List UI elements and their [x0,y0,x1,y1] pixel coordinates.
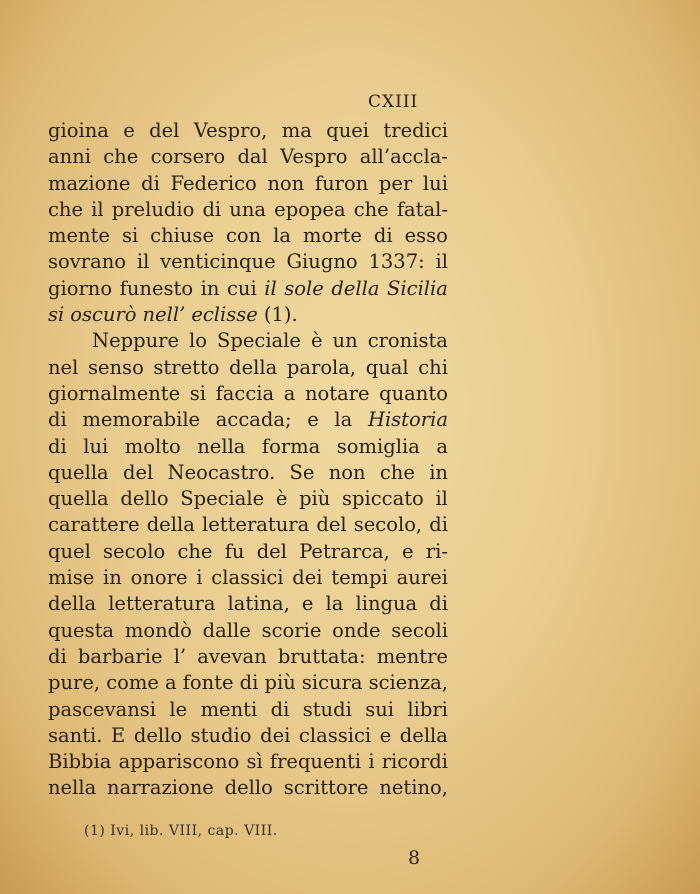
word: tredici [383,119,448,142]
word: somiglia [336,434,420,458]
text-line [48,486,448,512]
word: la [325,592,344,616]
word: mente [48,224,110,248]
word: qual [365,355,409,379]
word: si [48,303,65,327]
word: Vespro, [193,119,268,142]
word: spiccato [342,487,424,511]
word: lui [422,171,448,195]
word: che [48,197,84,221]
text-line [48,171,448,197]
word: nella [48,776,97,800]
word: di [141,171,160,195]
text-line [48,512,448,538]
page-number: 8 [408,847,421,869]
word: dello [133,723,183,747]
word: libri [407,697,448,721]
word: della [331,276,380,300]
word: fu [224,539,245,563]
text-line [48,249,448,275]
word: in [429,460,448,484]
word: che [177,539,213,563]
word: E [111,723,126,747]
text-line [48,276,448,302]
word: del [122,460,154,484]
word: sole [284,276,324,300]
word: non [328,460,366,484]
word: ri- [425,539,448,563]
word: quei [326,119,370,142]
word: Neppure [92,329,179,353]
word: si [189,381,206,405]
word: classici [211,566,284,590]
word: mondò [124,618,192,642]
word: di [373,224,393,248]
word: il [136,250,150,274]
word: giornalmente [48,381,181,405]
word: la [273,224,292,248]
word: per [378,171,413,195]
word: esso [404,224,448,248]
word: stretto [153,355,220,379]
word: memorabile [82,408,201,432]
word: avevan [197,644,267,668]
word: della [399,723,448,747]
word: Petrarca, [299,539,390,563]
word: che [353,197,389,221]
word: oscurò [70,303,137,327]
word: Giugno [286,250,358,274]
word: 1337: [368,250,425,274]
word: di [48,408,67,432]
word: faccia [215,381,275,405]
word: sì [246,750,263,774]
text-line [48,355,448,381]
word: e [301,592,314,616]
word: mise [48,566,95,590]
word: con [225,224,262,248]
word: a [283,381,296,405]
word: pure, [48,671,101,695]
word: fonte [182,671,234,695]
word: le [169,697,188,721]
word: Federico [170,171,257,195]
word: dei [260,723,291,747]
word: come [106,671,159,695]
word: e [402,539,414,563]
running-head: CXIII [368,92,419,112]
word: Bibbia [48,750,112,774]
word: barbarie [77,644,163,668]
word: giorno [48,276,113,300]
word: i [368,750,375,774]
body-text [48,118,448,802]
word: del [149,119,180,142]
word: preludio [111,197,195,221]
word: sovrano [48,250,127,274]
text-line [48,591,448,617]
word: l’ [173,644,187,668]
word: carattere [48,513,140,537]
word: cronista [367,329,448,353]
text-line [48,223,448,249]
word: nell’ [142,303,186,327]
word: il [91,197,104,221]
word: a [436,434,448,458]
word: della [48,592,97,616]
word: che [379,460,415,484]
word: di [48,644,67,668]
text-line [48,460,448,486]
word: parola, [286,355,357,379]
word: chiuse [150,224,214,248]
word: sicura [301,671,363,695]
word: ricordi [381,750,448,774]
footnote: (1) Ivi, lib. VIII, cap. VIII. [84,823,278,839]
word: che [103,145,139,169]
word: Neocastro. [167,460,276,484]
word: della [146,513,195,537]
text-line [48,723,448,749]
text-line [48,618,448,644]
word: questa [48,618,115,642]
text-line [48,407,448,433]
word: la [334,408,353,432]
word: notare [304,381,370,405]
word: un [332,329,358,353]
word: gioina [48,119,109,142]
word: frequenti [269,750,362,774]
word: chi [418,355,448,379]
text-line [48,118,448,144]
word: fatal- [396,197,448,221]
word: funesto [119,276,194,300]
word: non [267,171,305,195]
word: corsero [150,145,226,169]
word: quella [48,487,109,511]
text-line [48,565,448,591]
word: lingua [355,592,418,616]
word: lui [83,434,109,458]
word: del [256,539,287,563]
text-line [48,749,448,775]
word: nella [197,434,246,458]
word: e [379,723,392,747]
word: Se [289,460,315,484]
word: e [123,119,135,142]
word: in [200,276,220,300]
word: è [310,329,323,353]
word: scienza, [368,671,448,695]
word: scorie [261,618,322,642]
word: narrazione [107,776,214,800]
word: bruttata: [277,644,366,668]
word: i [196,566,203,590]
word: quel [48,539,91,563]
word: di [202,197,222,221]
word: dalle [202,618,251,642]
word: quella [48,460,109,484]
word: netino, [379,776,448,800]
text-line [48,670,448,696]
word: secoli [391,618,448,642]
word: dello [224,776,273,800]
word: Sicilia [387,276,448,300]
word: di [239,671,259,695]
word: morte [303,224,362,248]
word: dei [292,566,323,590]
word: epopea [274,197,346,221]
word: il [264,276,277,300]
word: secolo, [353,513,423,537]
word: mazione [48,171,131,195]
text-line [48,775,448,801]
word: nel [48,355,79,379]
word: e [307,408,319,432]
word: pascevansi [48,697,157,721]
word: di [270,697,290,721]
word: di [429,592,448,616]
word: letteratura [201,513,310,537]
text-line [48,697,448,723]
word: dello [120,487,169,511]
word: della [229,355,278,379]
word: di [48,434,67,458]
text-line [48,644,448,670]
text-line [48,434,448,460]
word: è [275,487,288,511]
word: Historia [367,408,448,432]
word: sui [365,697,395,721]
word: accada; [215,408,292,432]
text-line [48,302,448,328]
word: senso [87,355,144,379]
word: studio [190,723,252,747]
word: (1). [263,303,298,327]
word: cui [227,276,257,300]
word: appariscono [118,750,240,774]
word: Speciale [180,487,265,511]
word: all’accla- [359,145,448,169]
word: eclisse [191,303,258,327]
word: scrittore [283,776,369,800]
word: studi [302,697,352,721]
word: del [316,513,347,537]
word: una [229,197,267,221]
word: anni [48,145,91,169]
word: aurei [396,566,448,590]
word: si [121,224,139,248]
word: secolo [103,539,166,563]
word: molto [124,434,181,458]
word: ma [281,119,312,142]
word: furon [314,171,369,195]
word: il [435,487,448,511]
word: più [299,487,331,511]
word: dal [237,145,268,169]
word: il [435,250,448,274]
text-line [48,144,448,170]
text-line [48,197,448,223]
word: mentre [376,644,448,668]
text-line [48,328,448,354]
word: tempi [331,566,388,590]
word: forma [261,434,321,458]
word: latina, [227,592,290,616]
word: onore [130,566,188,590]
word: di [429,513,448,537]
word: onde [332,618,381,642]
text-line [48,539,448,565]
word: a [164,671,177,695]
word: lo [189,329,207,353]
word: letteratura [108,592,216,616]
word: classici [298,723,372,747]
word: Speciale [217,329,301,353]
word: più [264,671,296,695]
text-line [48,381,448,407]
word: santi. [48,723,103,747]
word: Vespro [280,145,348,169]
word: menti [200,697,258,721]
word: venticinque [160,250,276,274]
word: quanto [379,381,448,405]
word: in [103,566,122,590]
